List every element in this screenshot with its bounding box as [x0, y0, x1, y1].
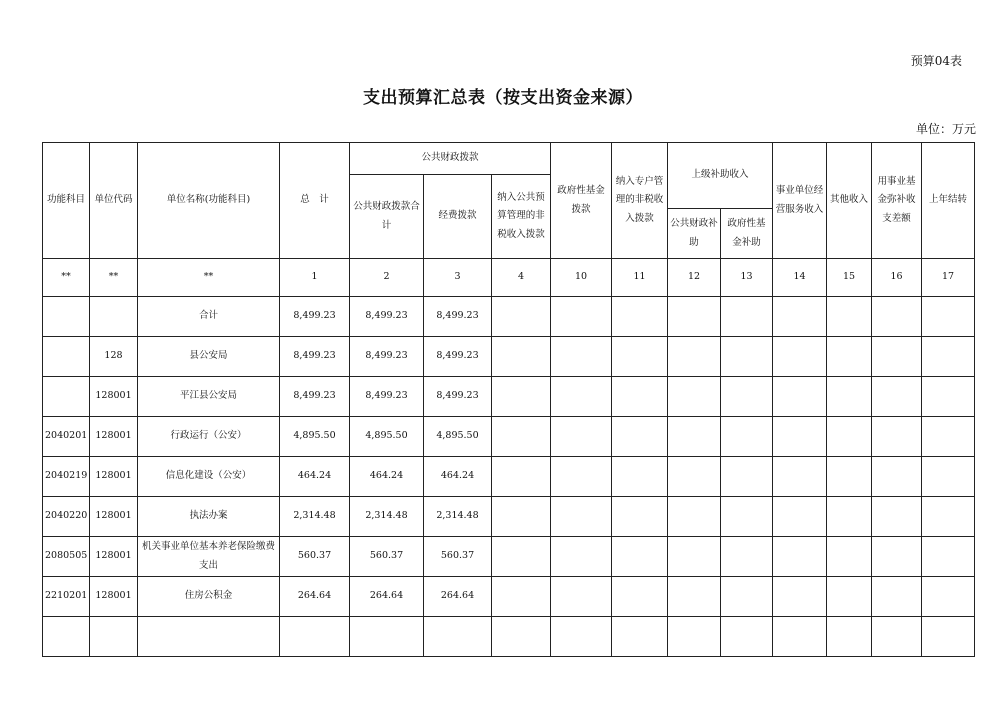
table-body	[43, 297, 975, 657]
subtotal-cell: 464.24	[350, 457, 424, 497]
empty-cell	[721, 377, 773, 417]
code-cell: 14	[773, 259, 827, 297]
unit-name-cell: 行政运行（公安）	[138, 417, 280, 457]
empty-cell	[773, 537, 827, 577]
total-cell: 8,499.23	[280, 377, 350, 417]
total-cell: 4,895.50	[280, 417, 350, 457]
header-func-subject: 功能科目	[43, 143, 90, 259]
empty-cell	[668, 297, 721, 337]
total-cell: 560.37	[280, 537, 350, 577]
subtotal-cell: 8,499.23	[350, 337, 424, 377]
func-subject-cell	[43, 297, 90, 337]
empty-cell	[492, 417, 551, 457]
empty-cell	[668, 337, 721, 377]
empty-cell	[668, 537, 721, 577]
total-cell: 8,499.23	[280, 337, 350, 377]
code-cell: 17	[922, 259, 975, 297]
code-cell: 16	[872, 259, 922, 297]
table-row	[43, 537, 975, 577]
empty-cell	[827, 577, 872, 617]
header-total: 总 计	[280, 143, 350, 259]
code-cell: 11	[612, 259, 668, 297]
empty-cell	[721, 497, 773, 537]
code-cell: **	[138, 259, 280, 297]
unit-name-cell: 住房公积金	[138, 577, 280, 617]
subtotal-cell: 560.37	[350, 537, 424, 577]
empty-cell	[668, 497, 721, 537]
header-non-tax-public: 纳入公共预算管理的非税收入拨款	[492, 175, 551, 259]
funding-cell: 264.64	[424, 577, 492, 617]
empty-cell	[551, 337, 612, 377]
unit-code-cell: 128001	[90, 417, 138, 457]
empty-cell	[668, 577, 721, 617]
empty-cell	[551, 297, 612, 337]
empty-cell	[668, 457, 721, 497]
empty-cell	[492, 617, 551, 657]
code-cell: 4	[492, 259, 551, 297]
empty-cell	[551, 617, 612, 657]
empty-cell	[922, 417, 975, 457]
empty-cell	[492, 457, 551, 497]
total-cell: 264.64	[280, 577, 350, 617]
empty-cell	[773, 617, 827, 657]
header-business-income: 事业单位经营服务收入	[773, 143, 827, 259]
func-subject-cell: 2080505	[43, 537, 90, 577]
func-subject-cell	[43, 377, 90, 417]
empty-cell	[872, 297, 922, 337]
header-superior-gov-fund: 政府性基金补助	[721, 209, 773, 259]
empty-cell	[551, 377, 612, 417]
empty-cell	[773, 377, 827, 417]
unit-code-cell: 128001	[90, 537, 138, 577]
code-cell: 2	[350, 259, 424, 297]
header-superior-subsidy: 上级补助收入	[668, 143, 773, 209]
empty-cell	[773, 337, 827, 377]
empty-cell	[551, 537, 612, 577]
form-number: 预算04表	[910, 54, 962, 68]
unit-name-cell: 合计	[138, 297, 280, 337]
code-cell: 13	[721, 259, 773, 297]
unit-name-cell: 信息化建设（公安）	[138, 457, 280, 497]
funding-cell: 4,895.50	[424, 417, 492, 457]
subtotal-cell	[350, 617, 424, 657]
empty-cell	[612, 497, 668, 537]
empty-cell	[827, 617, 872, 657]
unit-label: 单位：万元	[915, 122, 976, 136]
subtotal-cell: 8,499.23	[350, 297, 424, 337]
empty-cell	[492, 377, 551, 417]
empty-cell	[721, 617, 773, 657]
subtotal-cell: 8,499.23	[350, 377, 424, 417]
func-subject-cell: 2040220	[43, 497, 90, 537]
empty-cell	[612, 577, 668, 617]
total-cell: 8,499.23	[280, 297, 350, 337]
empty-cell	[612, 297, 668, 337]
empty-cell	[721, 457, 773, 497]
unit-code-cell: 128001	[90, 457, 138, 497]
empty-cell	[827, 377, 872, 417]
subtotal-cell: 4,895.50	[350, 417, 424, 457]
empty-cell	[612, 617, 668, 657]
funding-cell: 8,499.23	[424, 377, 492, 417]
empty-cell	[922, 377, 975, 417]
empty-cell	[668, 417, 721, 457]
empty-cell	[827, 457, 872, 497]
code-cell: 12	[668, 259, 721, 297]
empty-cell	[872, 537, 922, 577]
header-unit-name: 单位名称(功能科目)	[138, 143, 280, 259]
empty-cell	[551, 497, 612, 537]
funding-cell: 464.24	[424, 457, 492, 497]
unit-name-cell	[138, 617, 280, 657]
empty-cell	[668, 617, 721, 657]
subtotal-cell: 264.64	[350, 577, 424, 617]
empty-cell	[872, 417, 922, 457]
empty-cell	[922, 297, 975, 337]
header-superior-public: 公共财政补助	[668, 209, 721, 259]
funding-cell: 560.37	[424, 537, 492, 577]
empty-cell	[922, 337, 975, 377]
header-public-fiscal-subtotal: 公共财政拨款合计	[350, 175, 424, 259]
func-subject-cell: 2210201	[43, 577, 90, 617]
header-fund-offset: 用事业基金弥补收支差额	[872, 143, 922, 259]
empty-cell	[551, 417, 612, 457]
empty-cell	[492, 497, 551, 537]
empty-cell	[922, 457, 975, 497]
unit-code-cell: 128	[90, 337, 138, 377]
header-carryover: 上年结转	[922, 143, 975, 259]
table-row	[43, 457, 975, 497]
table-row	[43, 377, 975, 417]
empty-cell	[492, 297, 551, 337]
empty-cell	[721, 537, 773, 577]
subtotal-cell: 2,314.48	[350, 497, 424, 537]
empty-cell	[721, 417, 773, 457]
func-subject-cell: 2040201	[43, 417, 90, 457]
empty-cell	[872, 617, 922, 657]
funding-cell: 8,499.23	[424, 337, 492, 377]
unit-name-cell: 执法办案	[138, 497, 280, 537]
header-public-fiscal: 公共财政拨款	[350, 143, 551, 175]
table-row	[43, 577, 975, 617]
table-row	[43, 297, 975, 337]
empty-cell	[668, 377, 721, 417]
empty-cell	[773, 577, 827, 617]
empty-cell	[872, 457, 922, 497]
empty-cell	[827, 297, 872, 337]
unit-code-cell: 128001	[90, 377, 138, 417]
code-row	[43, 259, 975, 297]
page-title: 支出预算汇总表（按支出资金来源）	[363, 88, 643, 108]
empty-cell	[612, 417, 668, 457]
empty-cell	[827, 537, 872, 577]
empty-cell	[872, 497, 922, 537]
code-cell: **	[90, 259, 138, 297]
empty-cell	[721, 577, 773, 617]
funding-cell: 2,314.48	[424, 497, 492, 537]
empty-cell	[827, 497, 872, 537]
empty-cell	[872, 377, 922, 417]
empty-cell	[492, 577, 551, 617]
empty-cell	[721, 297, 773, 337]
funding-cell	[424, 617, 492, 657]
func-subject-cell	[43, 337, 90, 377]
empty-cell	[492, 337, 551, 377]
unit-name-cell: 县公安局	[138, 337, 280, 377]
unit-name-cell: 平江县公安局	[138, 377, 280, 417]
code-cell: 3	[424, 259, 492, 297]
empty-cell	[922, 537, 975, 577]
func-subject-cell	[43, 617, 90, 657]
empty-cell	[612, 457, 668, 497]
header-funding: 经费拨款	[424, 175, 492, 259]
code-cell: 1	[280, 259, 350, 297]
empty-cell	[773, 457, 827, 497]
code-cell: 10	[551, 259, 612, 297]
table-row	[43, 417, 975, 457]
empty-cell	[827, 337, 872, 377]
unit-code-cell: 128001	[90, 497, 138, 537]
empty-cell	[872, 577, 922, 617]
unit-code-cell: 128001	[90, 577, 138, 617]
unit-name-cell: 机关事业单位基本养老保险缴费支出	[138, 537, 280, 577]
empty-cell	[551, 577, 612, 617]
empty-cell	[612, 337, 668, 377]
empty-cell	[612, 377, 668, 417]
unit-code-cell	[90, 297, 138, 337]
total-cell	[280, 617, 350, 657]
table-header	[43, 143, 975, 297]
empty-cell	[922, 577, 975, 617]
empty-cell	[773, 417, 827, 457]
table-row	[43, 337, 975, 377]
empty-cell	[827, 417, 872, 457]
table-row	[43, 617, 975, 657]
code-cell: 15	[827, 259, 872, 297]
total-cell: 2,314.48	[280, 497, 350, 537]
funding-cell: 8,499.23	[424, 297, 492, 337]
empty-cell	[922, 617, 975, 657]
total-cell: 464.24	[280, 457, 350, 497]
header-unit-code: 单位代码	[90, 143, 138, 259]
empty-cell	[551, 457, 612, 497]
empty-cell	[922, 497, 975, 537]
code-cell: **	[43, 259, 90, 297]
func-subject-cell: 2040219	[43, 457, 90, 497]
header-gov-fund: 政府性基金拨款	[551, 143, 612, 259]
budget-table	[42, 142, 975, 657]
empty-cell	[773, 297, 827, 337]
empty-cell	[872, 337, 922, 377]
empty-cell	[721, 337, 773, 377]
header-special-non-tax: 纳入专户管理的非税收入拨款	[612, 143, 668, 259]
header-other-income: 其他收入	[827, 143, 872, 259]
table-row	[43, 497, 975, 537]
empty-cell	[773, 497, 827, 537]
empty-cell	[612, 537, 668, 577]
empty-cell	[492, 537, 551, 577]
unit-code-cell	[90, 617, 138, 657]
